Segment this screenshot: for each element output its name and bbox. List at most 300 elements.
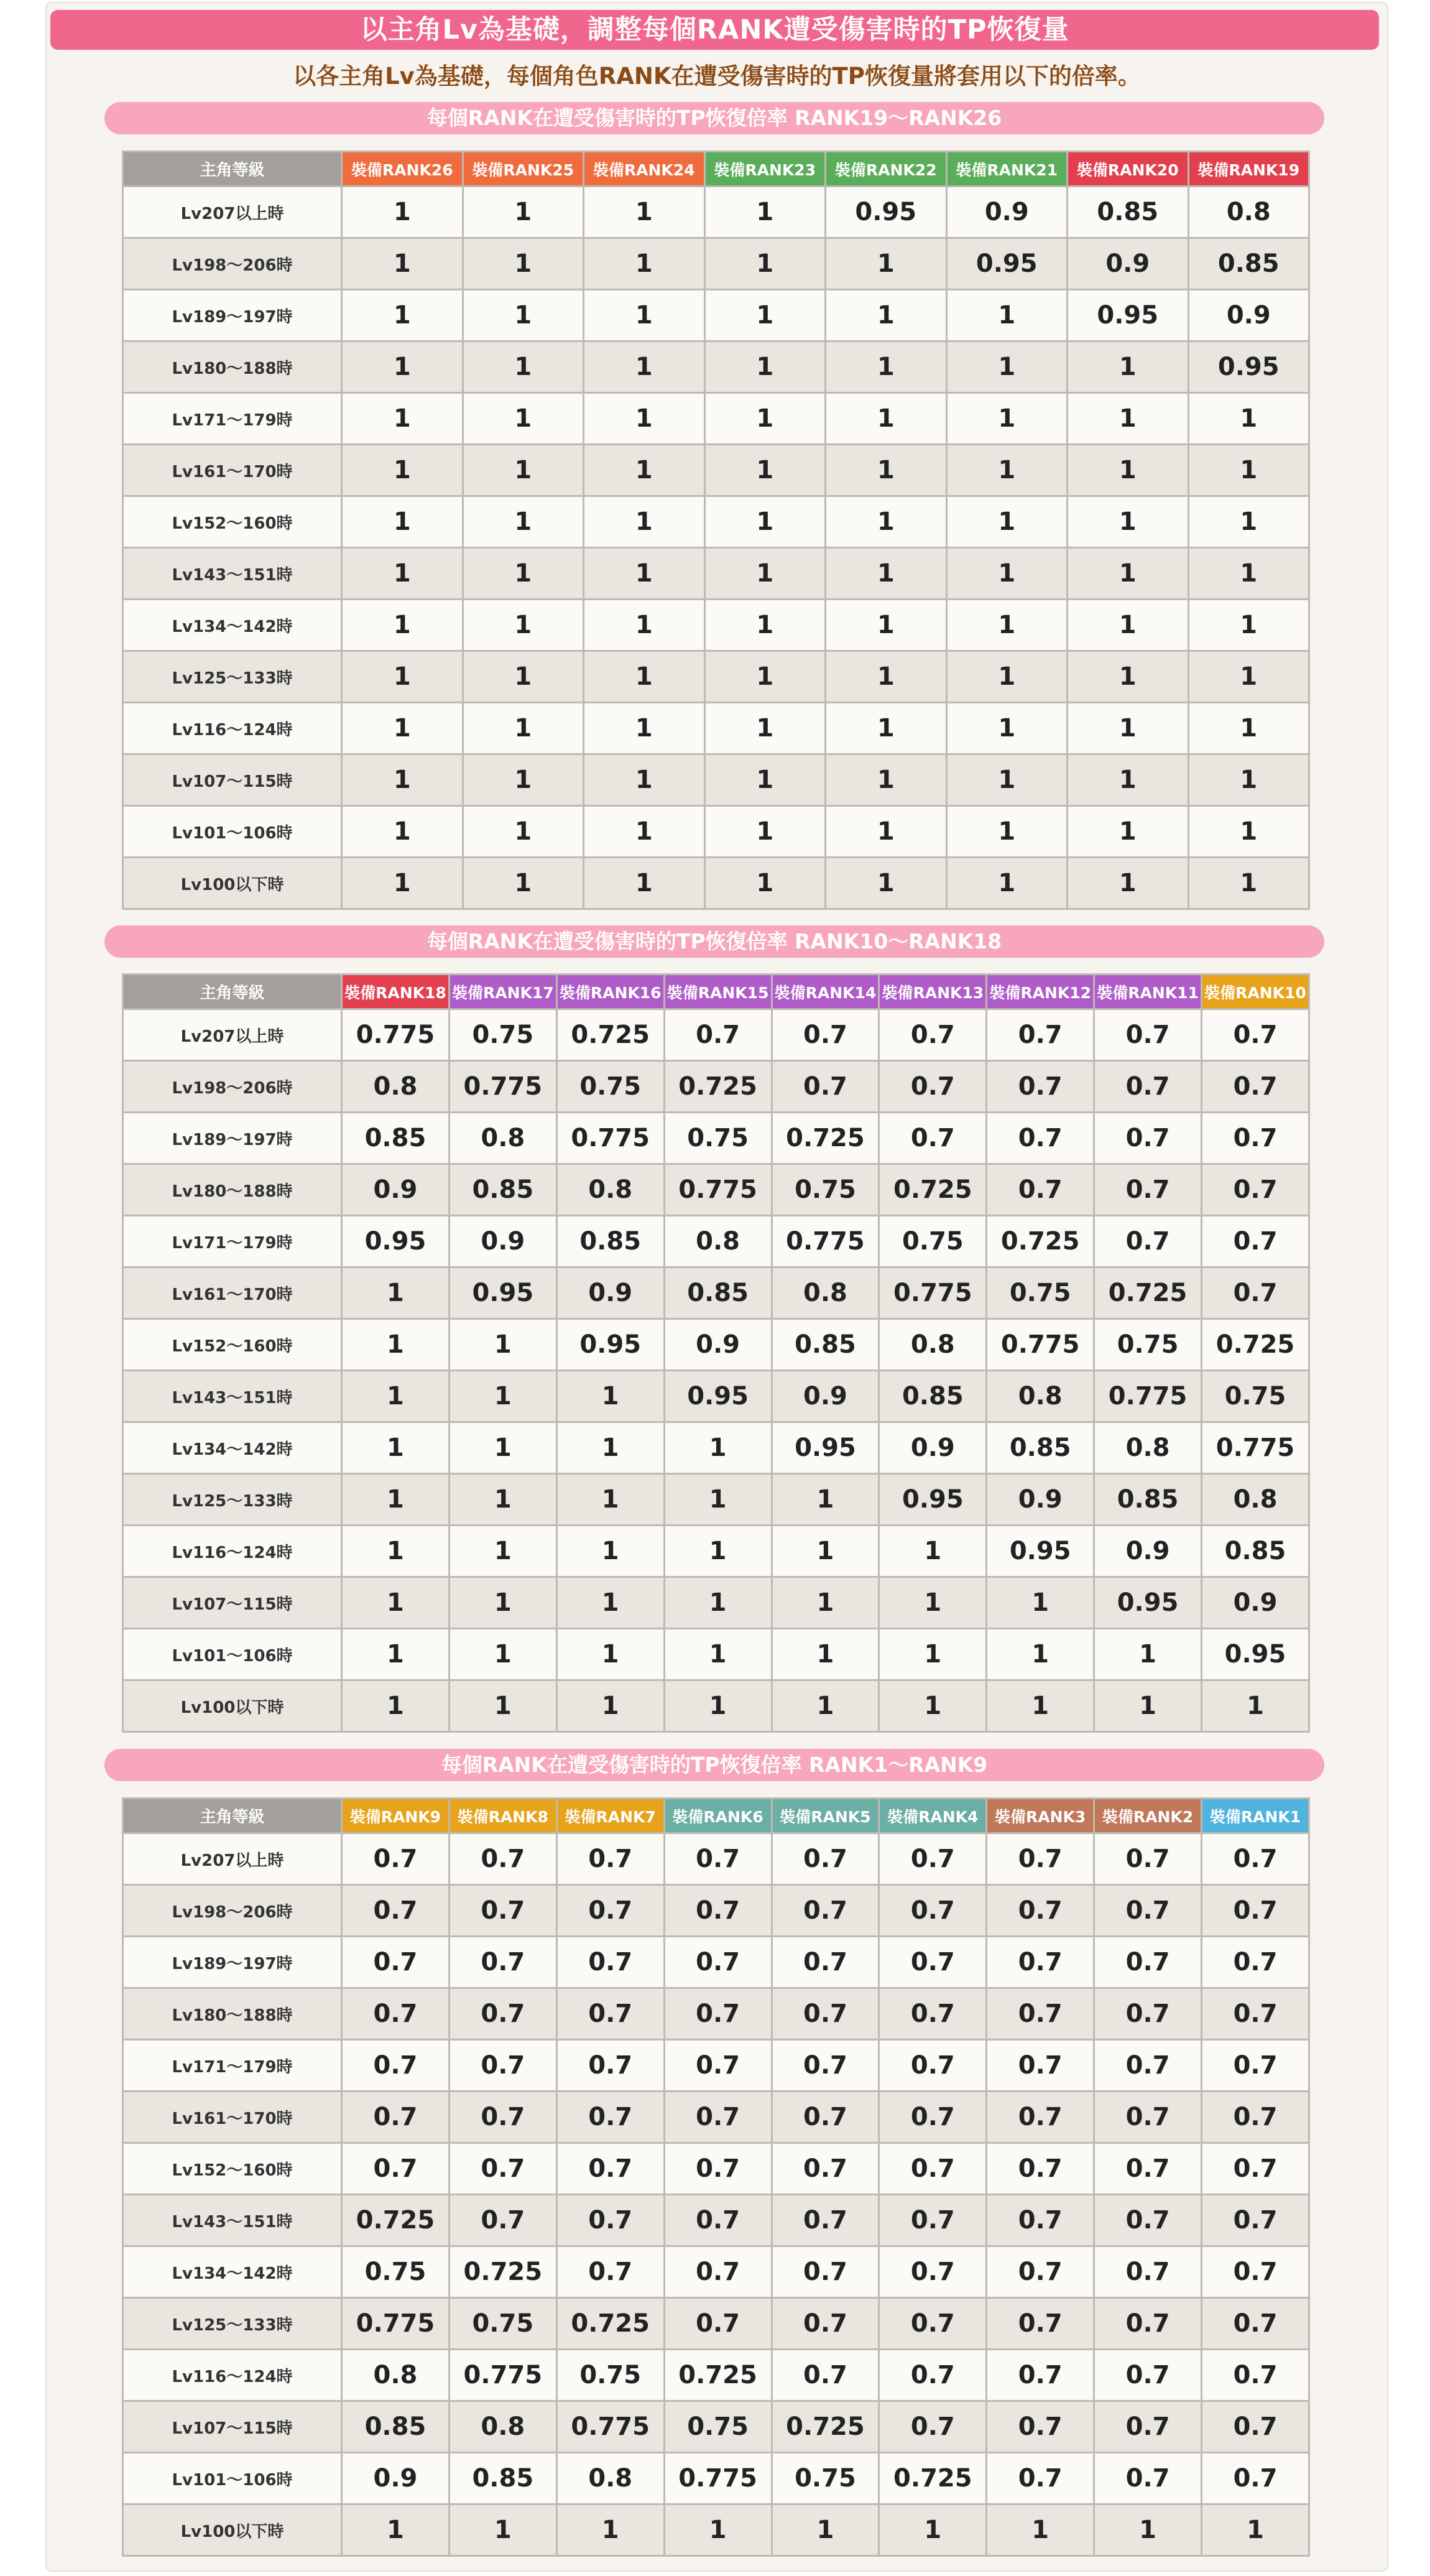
rate-cell: 0.7 <box>342 2092 450 2143</box>
rate-cell: 0.95 <box>1202 1629 1309 1680</box>
level-cell: Lv107～115時 <box>123 754 342 806</box>
rate-cell: 0.7 <box>1094 2298 1202 2350</box>
table-row <box>123 496 1309 548</box>
rate-cell: 0.7 <box>772 1988 879 2040</box>
rate-cell: 1 <box>556 1474 664 1526</box>
rank-column-header: 裝備RANK24 <box>584 152 705 187</box>
rate-cell: 0.7 <box>772 2092 879 2143</box>
rate-cell: 0.8 <box>879 1319 987 1371</box>
rank-column-header: 裝備RANK6 <box>664 1799 772 1833</box>
rate-cell: 0.725 <box>664 1061 772 1113</box>
rate-cell: 0.7 <box>772 2350 879 2401</box>
rank-column-header: 裝備RANK3 <box>987 1799 1094 1833</box>
rate-cell: 0.85 <box>556 1216 664 1267</box>
level-cell: Lv207以上時 <box>123 1009 342 1061</box>
rate-cell: 1 <box>1188 600 1309 651</box>
rate-cell: 0.725 <box>879 2453 987 2504</box>
rate-cell: 0.8 <box>449 1113 556 1164</box>
rate-cell: 1 <box>449 1422 556 1474</box>
rate-cell: 0.7 <box>987 1937 1094 1988</box>
table-row <box>123 651 1309 703</box>
level-cell: Lv125～133時 <box>123 2298 342 2350</box>
table-row <box>123 2246 1309 2298</box>
table-header-row <box>123 1799 1309 1833</box>
rate-cell: 0.85 <box>1202 1526 1309 1577</box>
rate-cell: 0.775 <box>449 1061 556 1113</box>
rate-cell: 1 <box>342 754 463 806</box>
rate-cell: 0.7 <box>879 2298 987 2350</box>
rate-cell: 0.8 <box>664 1216 772 1267</box>
rate-cell: 1 <box>556 2504 664 2556</box>
rate-cell: 0.8 <box>449 2401 556 2453</box>
rate-cell: 0.9 <box>556 1267 664 1319</box>
rate-cell: 0.7 <box>1094 1009 1202 1061</box>
level-cell: Lv143～151時 <box>123 548 342 600</box>
rate-cell: 1 <box>704 341 826 393</box>
rate-cell: 1 <box>342 651 463 703</box>
level-cell: Lv143～151時 <box>123 1371 342 1422</box>
rate-cell: 1 <box>772 1577 879 1629</box>
rate-cell: 1 <box>1188 754 1309 806</box>
rate-cell: 0.75 <box>772 2453 879 2504</box>
rate-cell: 0.725 <box>772 1113 879 1164</box>
rate-cell: 0.725 <box>1094 1267 1202 1319</box>
level-cell: Lv161～170時 <box>123 2092 342 2143</box>
rate-cell: 1 <box>463 806 584 858</box>
rate-cell: 1 <box>449 1319 556 1371</box>
level-cell: Lv207以上時 <box>123 187 342 238</box>
rate-cell: 0.7 <box>1094 1164 1202 1216</box>
rate-cell: 0.725 <box>987 1216 1094 1267</box>
rate-cell: 0.7 <box>1094 2040 1202 2092</box>
rate-cell: 0.7 <box>772 1885 879 1937</box>
rate-cell: 0.9 <box>342 1164 450 1216</box>
rate-cell: 0.95 <box>342 1216 450 1267</box>
rate-cell: 1 <box>826 445 947 496</box>
level-cell: Lv100以下時 <box>123 2504 342 2556</box>
rate-cell: 0.7 <box>987 2350 1094 2401</box>
rank-column-header: 裝備RANK20 <box>1068 152 1189 187</box>
rate-cell: 0.95 <box>449 1267 556 1319</box>
rate-cell: 0.7 <box>879 2092 987 2143</box>
rate-cell: 0.7 <box>1094 2092 1202 2143</box>
rate-cell: 1 <box>826 393 947 445</box>
table-row <box>123 2195 1309 2246</box>
level-cell: Lv171～179時 <box>123 1216 342 1267</box>
rate-cell: 1 <box>704 290 826 341</box>
rank-column-header: 裝備RANK19 <box>1188 152 1309 187</box>
rate-cell: 1 <box>946 496 1068 548</box>
rate-table-rank1-9 <box>122 1797 1310 2557</box>
rate-cell: 0.7 <box>556 1833 664 1885</box>
rate-cell: 1 <box>704 496 826 548</box>
rate-cell: 0.8 <box>342 2350 450 2401</box>
rate-cell: 0.725 <box>1202 1319 1309 1371</box>
rate-cell: 0.7 <box>449 1885 556 1937</box>
rate-cell: 0.775 <box>1094 1371 1202 1422</box>
rate-cell: 0.85 <box>1094 1474 1202 1526</box>
rate-cell: 1 <box>463 548 584 600</box>
rate-cell: 1 <box>664 1422 772 1474</box>
rate-cell: 0.7 <box>664 2092 772 2143</box>
rate-cell: 0.95 <box>826 187 947 238</box>
table-row <box>123 1988 1309 2040</box>
rate-cell: 1 <box>1068 858 1189 909</box>
rate-cell: 0.7 <box>449 1833 556 1885</box>
rate-cell: 1 <box>826 600 947 651</box>
rate-cell: 0.775 <box>664 1164 772 1216</box>
table-row <box>123 238 1309 290</box>
rate-cell: 0.7 <box>449 1937 556 1988</box>
rate-cell: 1 <box>826 290 947 341</box>
rate-cell: 0.7 <box>1202 2143 1309 2195</box>
rate-cell: 1 <box>342 1577 450 1629</box>
rate-cell: 0.7 <box>1202 1164 1309 1216</box>
rate-cell: 1 <box>342 1629 450 1680</box>
level-cell: Lv189～197時 <box>123 290 342 341</box>
rate-cell: 0.85 <box>1068 187 1189 238</box>
rate-cell: 0.7 <box>772 2246 879 2298</box>
rate-cell: 1 <box>704 600 826 651</box>
rate-cell: 0.7 <box>664 1988 772 2040</box>
rate-cell: 0.7 <box>987 2453 1094 2504</box>
rate-cell: 0.7 <box>664 2298 772 2350</box>
rate-cell: 0.7 <box>987 2092 1094 2143</box>
rate-cell: 0.8 <box>342 1061 450 1113</box>
rate-cell: 0.85 <box>987 1422 1094 1474</box>
rate-cell: 0.8 <box>556 2453 664 2504</box>
rate-cell: 0.7 <box>664 1885 772 1937</box>
rate-cell: 1 <box>772 1474 879 1526</box>
rate-cell: 0.7 <box>987 1885 1094 1937</box>
level-cell: Lv143～151時 <box>123 2195 342 2246</box>
rate-cell: 0.75 <box>342 2246 450 2298</box>
rate-cell: 0.7 <box>879 2350 987 2401</box>
rank-column-header: 裝備RANK1 <box>1202 1799 1309 1833</box>
rate-cell: 1 <box>342 1474 450 1526</box>
rate-cell: 1 <box>704 858 826 909</box>
rate-cell: 0.75 <box>879 1216 987 1267</box>
rate-cell: 1 <box>1094 1629 1202 1680</box>
table-row <box>123 2504 1309 2556</box>
level-cell: Lv101～106時 <box>123 1629 342 1680</box>
rate-cell: 1 <box>1188 445 1309 496</box>
rate-cell: 1 <box>826 651 947 703</box>
rate-cell: 1 <box>704 238 826 290</box>
table-row <box>123 1113 1309 1164</box>
rate-cell: 0.7 <box>1202 1009 1309 1061</box>
rate-cell: 1 <box>463 238 584 290</box>
rate-cell: 1 <box>342 341 463 393</box>
rate-cell: 0.7 <box>1094 2143 1202 2195</box>
rate-cell: 0.7 <box>664 1009 772 1061</box>
rate-cell: 0.7 <box>879 2401 987 2453</box>
level-cell: Lv134～142時 <box>123 2246 342 2298</box>
table-row <box>123 548 1309 600</box>
rate-cell: 1 <box>1188 393 1309 445</box>
rate-cell: 0.95 <box>946 238 1068 290</box>
rate-cell: 1 <box>449 1526 556 1577</box>
rate-cell: 1 <box>463 858 584 909</box>
rate-cell: 1 <box>946 341 1068 393</box>
rate-cell: 0.7 <box>879 1009 987 1061</box>
level-column-header: 主角等級 <box>123 1799 342 1833</box>
rate-cell: 1 <box>772 1629 879 1680</box>
rate-cell: 1 <box>1188 548 1309 600</box>
rate-cell: 0.7 <box>772 2195 879 2246</box>
rate-cell: 0.7 <box>1094 1216 1202 1267</box>
table-row <box>123 1422 1309 1474</box>
rate-cell: 1 <box>584 393 705 445</box>
rate-cell: 1 <box>463 496 584 548</box>
rate-cell: 0.75 <box>664 2401 772 2453</box>
table-row <box>123 1009 1309 1061</box>
rate-cell: 0.7 <box>987 2195 1094 2246</box>
rate-cell: 0.7 <box>1202 1267 1309 1319</box>
rate-cell: 1 <box>449 1577 556 1629</box>
rate-cell: 0.7 <box>1202 2298 1309 2350</box>
rate-cell: 0.9 <box>449 1216 556 1267</box>
rate-cell: 1 <box>879 1577 987 1629</box>
rate-cell: 0.7 <box>1094 1988 1202 2040</box>
rate-cell: 0.725 <box>449 2246 556 2298</box>
rate-cell: 0.7 <box>449 2143 556 2195</box>
rate-cell: 1 <box>987 1577 1094 1629</box>
rate-cell: 1 <box>704 651 826 703</box>
rate-cell: 0.7 <box>556 1885 664 1937</box>
rate-cell: 1 <box>584 651 705 703</box>
rate-cell: 0.9 <box>1202 1577 1309 1629</box>
rate-cell: 1 <box>463 445 584 496</box>
rate-cell: 1 <box>1094 2504 1202 2556</box>
table-row <box>123 1061 1309 1113</box>
rate-cell: 0.7 <box>879 1113 987 1164</box>
rate-cell: 0.7 <box>1094 2453 1202 2504</box>
rate-cell: 0.7 <box>987 2246 1094 2298</box>
rate-cell: 0.7 <box>664 2143 772 2195</box>
level-cell: Lv189～197時 <box>123 1937 342 1988</box>
rate-cell: 0.7 <box>879 1988 987 2040</box>
rate-cell: 1 <box>946 600 1068 651</box>
rate-cell: 0.95 <box>556 1319 664 1371</box>
table-row <box>123 1577 1309 1629</box>
rate-cell: 1 <box>879 1680 987 1732</box>
page-subtitle: 以各主角Lv為基礎，每個角色RANK在遭受傷害時的TP恢復量將套用以下的倍率。 <box>293 63 1141 90</box>
table-row <box>123 703 1309 754</box>
rate-cell: 0.7 <box>772 2143 879 2195</box>
rate-cell: 0.95 <box>664 1371 772 1422</box>
rate-cell: 1 <box>342 1526 450 1577</box>
rate-cell: 1 <box>772 1526 879 1577</box>
table-row <box>123 2092 1309 2143</box>
rate-cell: 1 <box>556 1371 664 1422</box>
rate-cell: 1 <box>449 1629 556 1680</box>
level-cell: Lv125～133時 <box>123 651 342 703</box>
rate-cell: 1 <box>946 806 1068 858</box>
rate-cell: 0.8 <box>1094 1422 1202 1474</box>
rate-cell: 0.8 <box>987 1371 1094 1422</box>
level-cell: Lv171～179時 <box>123 2040 342 2092</box>
level-cell: Lv101～106時 <box>123 2453 342 2504</box>
table-row <box>123 1216 1309 1267</box>
rate-cell: 0.775 <box>556 2401 664 2453</box>
rate-cell: 1 <box>704 548 826 600</box>
rate-cell: 1 <box>556 1526 664 1577</box>
rate-cell: 1 <box>1202 2504 1309 2556</box>
table-row <box>123 1164 1309 1216</box>
rate-cell: 0.7 <box>987 1164 1094 1216</box>
table-row <box>123 2350 1309 2401</box>
level-cell: Lv125～133時 <box>123 1474 342 1526</box>
rate-cell: 0.7 <box>772 1061 879 1113</box>
rate-cell: 1 <box>342 600 463 651</box>
rate-cell: 1 <box>556 1680 664 1732</box>
rate-cell: 1 <box>1188 806 1309 858</box>
table-row <box>123 290 1309 341</box>
table-row <box>123 2040 1309 2092</box>
rate-cell: 0.775 <box>1202 1422 1309 1474</box>
rate-cell: 1 <box>879 2504 987 2556</box>
rate-cell: 0.7 <box>449 1988 556 2040</box>
rate-cell: 0.7 <box>556 2040 664 2092</box>
rate-cell: 0.775 <box>449 2350 556 2401</box>
rate-cell: 1 <box>342 548 463 600</box>
rate-cell: 0.85 <box>772 1319 879 1371</box>
rate-cell: 1 <box>704 703 826 754</box>
rate-cell: 0.7 <box>987 1833 1094 1885</box>
level-cell: Lv101～106時 <box>123 806 342 858</box>
rate-cell: 0.7 <box>664 1937 772 1988</box>
rate-cell: 1 <box>449 1371 556 1422</box>
rate-cell: 0.7 <box>772 2040 879 2092</box>
table-row <box>123 2143 1309 2195</box>
rate-cell: 0.7 <box>879 1061 987 1113</box>
rate-cell: 1 <box>704 754 826 806</box>
rate-cell: 1 <box>664 1577 772 1629</box>
table-row <box>123 858 1309 909</box>
rate-cell: 1 <box>987 2504 1094 2556</box>
rate-cell: 0.7 <box>1094 1061 1202 1113</box>
rate-cell: 1 <box>1188 496 1309 548</box>
level-cell: Lv107～115時 <box>123 1577 342 1629</box>
rate-cell: 1 <box>826 806 947 858</box>
rate-cell: 1 <box>704 393 826 445</box>
rate-cell: 1 <box>946 445 1068 496</box>
rate-cell: 1 <box>704 187 826 238</box>
rate-cell: 0.725 <box>772 2401 879 2453</box>
rate-cell: 0.7 <box>1202 2246 1309 2298</box>
table-row <box>123 393 1309 445</box>
rate-cell: 0.7 <box>879 2143 987 2195</box>
table-row <box>123 600 1309 651</box>
rate-cell: 0.7 <box>987 2298 1094 2350</box>
rate-cell: 0.95 <box>772 1422 879 1474</box>
rate-cell: 0.9 <box>1094 1526 1202 1577</box>
section-title-rank10-18: 每個RANK在遭受傷害時的TP恢復倍率 RANK10～RANK18 <box>104 925 1324 958</box>
rank-column-header: 裝備RANK4 <box>879 1799 987 1833</box>
level-cell: Lv152～160時 <box>123 2143 342 2195</box>
rate-cell: 1 <box>342 496 463 548</box>
rate-cell: 1 <box>946 290 1068 341</box>
rate-cell: 0.725 <box>342 2195 450 2246</box>
rate-cell: 0.9 <box>1068 238 1189 290</box>
rate-cell: 1 <box>342 1319 450 1371</box>
rank-column-header: 裝備RANK13 <box>879 975 987 1009</box>
rate-cell: 0.725 <box>556 1009 664 1061</box>
rate-cell: 1 <box>1068 393 1189 445</box>
rate-cell: 1 <box>342 290 463 341</box>
rate-cell: 0.7 <box>1202 1937 1309 1988</box>
rate-cell: 1 <box>1068 651 1189 703</box>
rate-cell: 1 <box>584 806 705 858</box>
rate-cell: 0.9 <box>1188 290 1309 341</box>
rate-cell: 0.775 <box>987 1319 1094 1371</box>
rate-cell: 1 <box>826 754 947 806</box>
rate-cell: 1 <box>584 187 705 238</box>
rank-column-header: 裝備RANK18 <box>342 975 450 1009</box>
table-row <box>123 1680 1309 1732</box>
rate-cell: 1 <box>449 1474 556 1526</box>
rate-cell: 0.7 <box>879 1937 987 1988</box>
rate-cell: 0.7 <box>449 2195 556 2246</box>
rate-cell: 0.7 <box>987 1009 1094 1061</box>
table-row <box>123 1371 1309 1422</box>
rate-cell: 0.7 <box>1202 1885 1309 1937</box>
rate-cell: 0.95 <box>987 1526 1094 1577</box>
rate-cell: 0.8 <box>772 1267 879 1319</box>
rate-cell: 1 <box>556 1629 664 1680</box>
rate-cell: 1 <box>664 1474 772 1526</box>
rate-cell: 0.7 <box>1202 2195 1309 2246</box>
rate-cell: 1 <box>946 754 1068 806</box>
rate-cell: 1 <box>1188 651 1309 703</box>
rate-cell: 0.75 <box>449 2298 556 2350</box>
rate-cell: 0.775 <box>342 1009 450 1061</box>
rate-cell: 0.7 <box>342 2143 450 2195</box>
rate-cell: 0.7 <box>1202 1988 1309 2040</box>
rate-cell: 1 <box>664 1629 772 1680</box>
table-row <box>123 445 1309 496</box>
level-cell: Lv152～160時 <box>123 1319 342 1371</box>
rate-cell: 1 <box>987 1680 1094 1732</box>
rate-cell: 1 <box>342 806 463 858</box>
rate-cell: 0.85 <box>1188 238 1309 290</box>
level-column-header: 主角等級 <box>123 152 342 187</box>
rate-cell: 0.9 <box>987 1474 1094 1526</box>
rate-cell: 0.85 <box>342 2401 450 2453</box>
rate-cell: 1 <box>463 187 584 238</box>
level-cell: Lv107～115時 <box>123 2401 342 2453</box>
rate-cell: 0.75 <box>556 2350 664 2401</box>
rank-column-header: 裝備RANK16 <box>556 975 664 1009</box>
rate-cell: 1 <box>342 238 463 290</box>
rate-cell: 0.7 <box>987 2401 1094 2453</box>
rate-cell: 0.7 <box>772 1009 879 1061</box>
rate-cell: 0.725 <box>556 2298 664 2350</box>
rate-cell: 1 <box>1202 1680 1309 1732</box>
rate-cell: 1 <box>826 548 947 600</box>
level-cell: Lv180～188時 <box>123 341 342 393</box>
rate-cell: 1 <box>556 1577 664 1629</box>
rate-cell: 0.95 <box>1188 341 1309 393</box>
rate-cell: 1 <box>556 1422 664 1474</box>
rate-cell: 1 <box>463 600 584 651</box>
rate-cell: 1 <box>664 2504 772 2556</box>
rate-cell: 1 <box>342 2504 450 2556</box>
rank-column-header: 裝備RANK7 <box>556 1799 664 1833</box>
rate-cell: 0.7 <box>342 1833 450 1885</box>
rate-cell: 0.7 <box>1094 1833 1202 1885</box>
